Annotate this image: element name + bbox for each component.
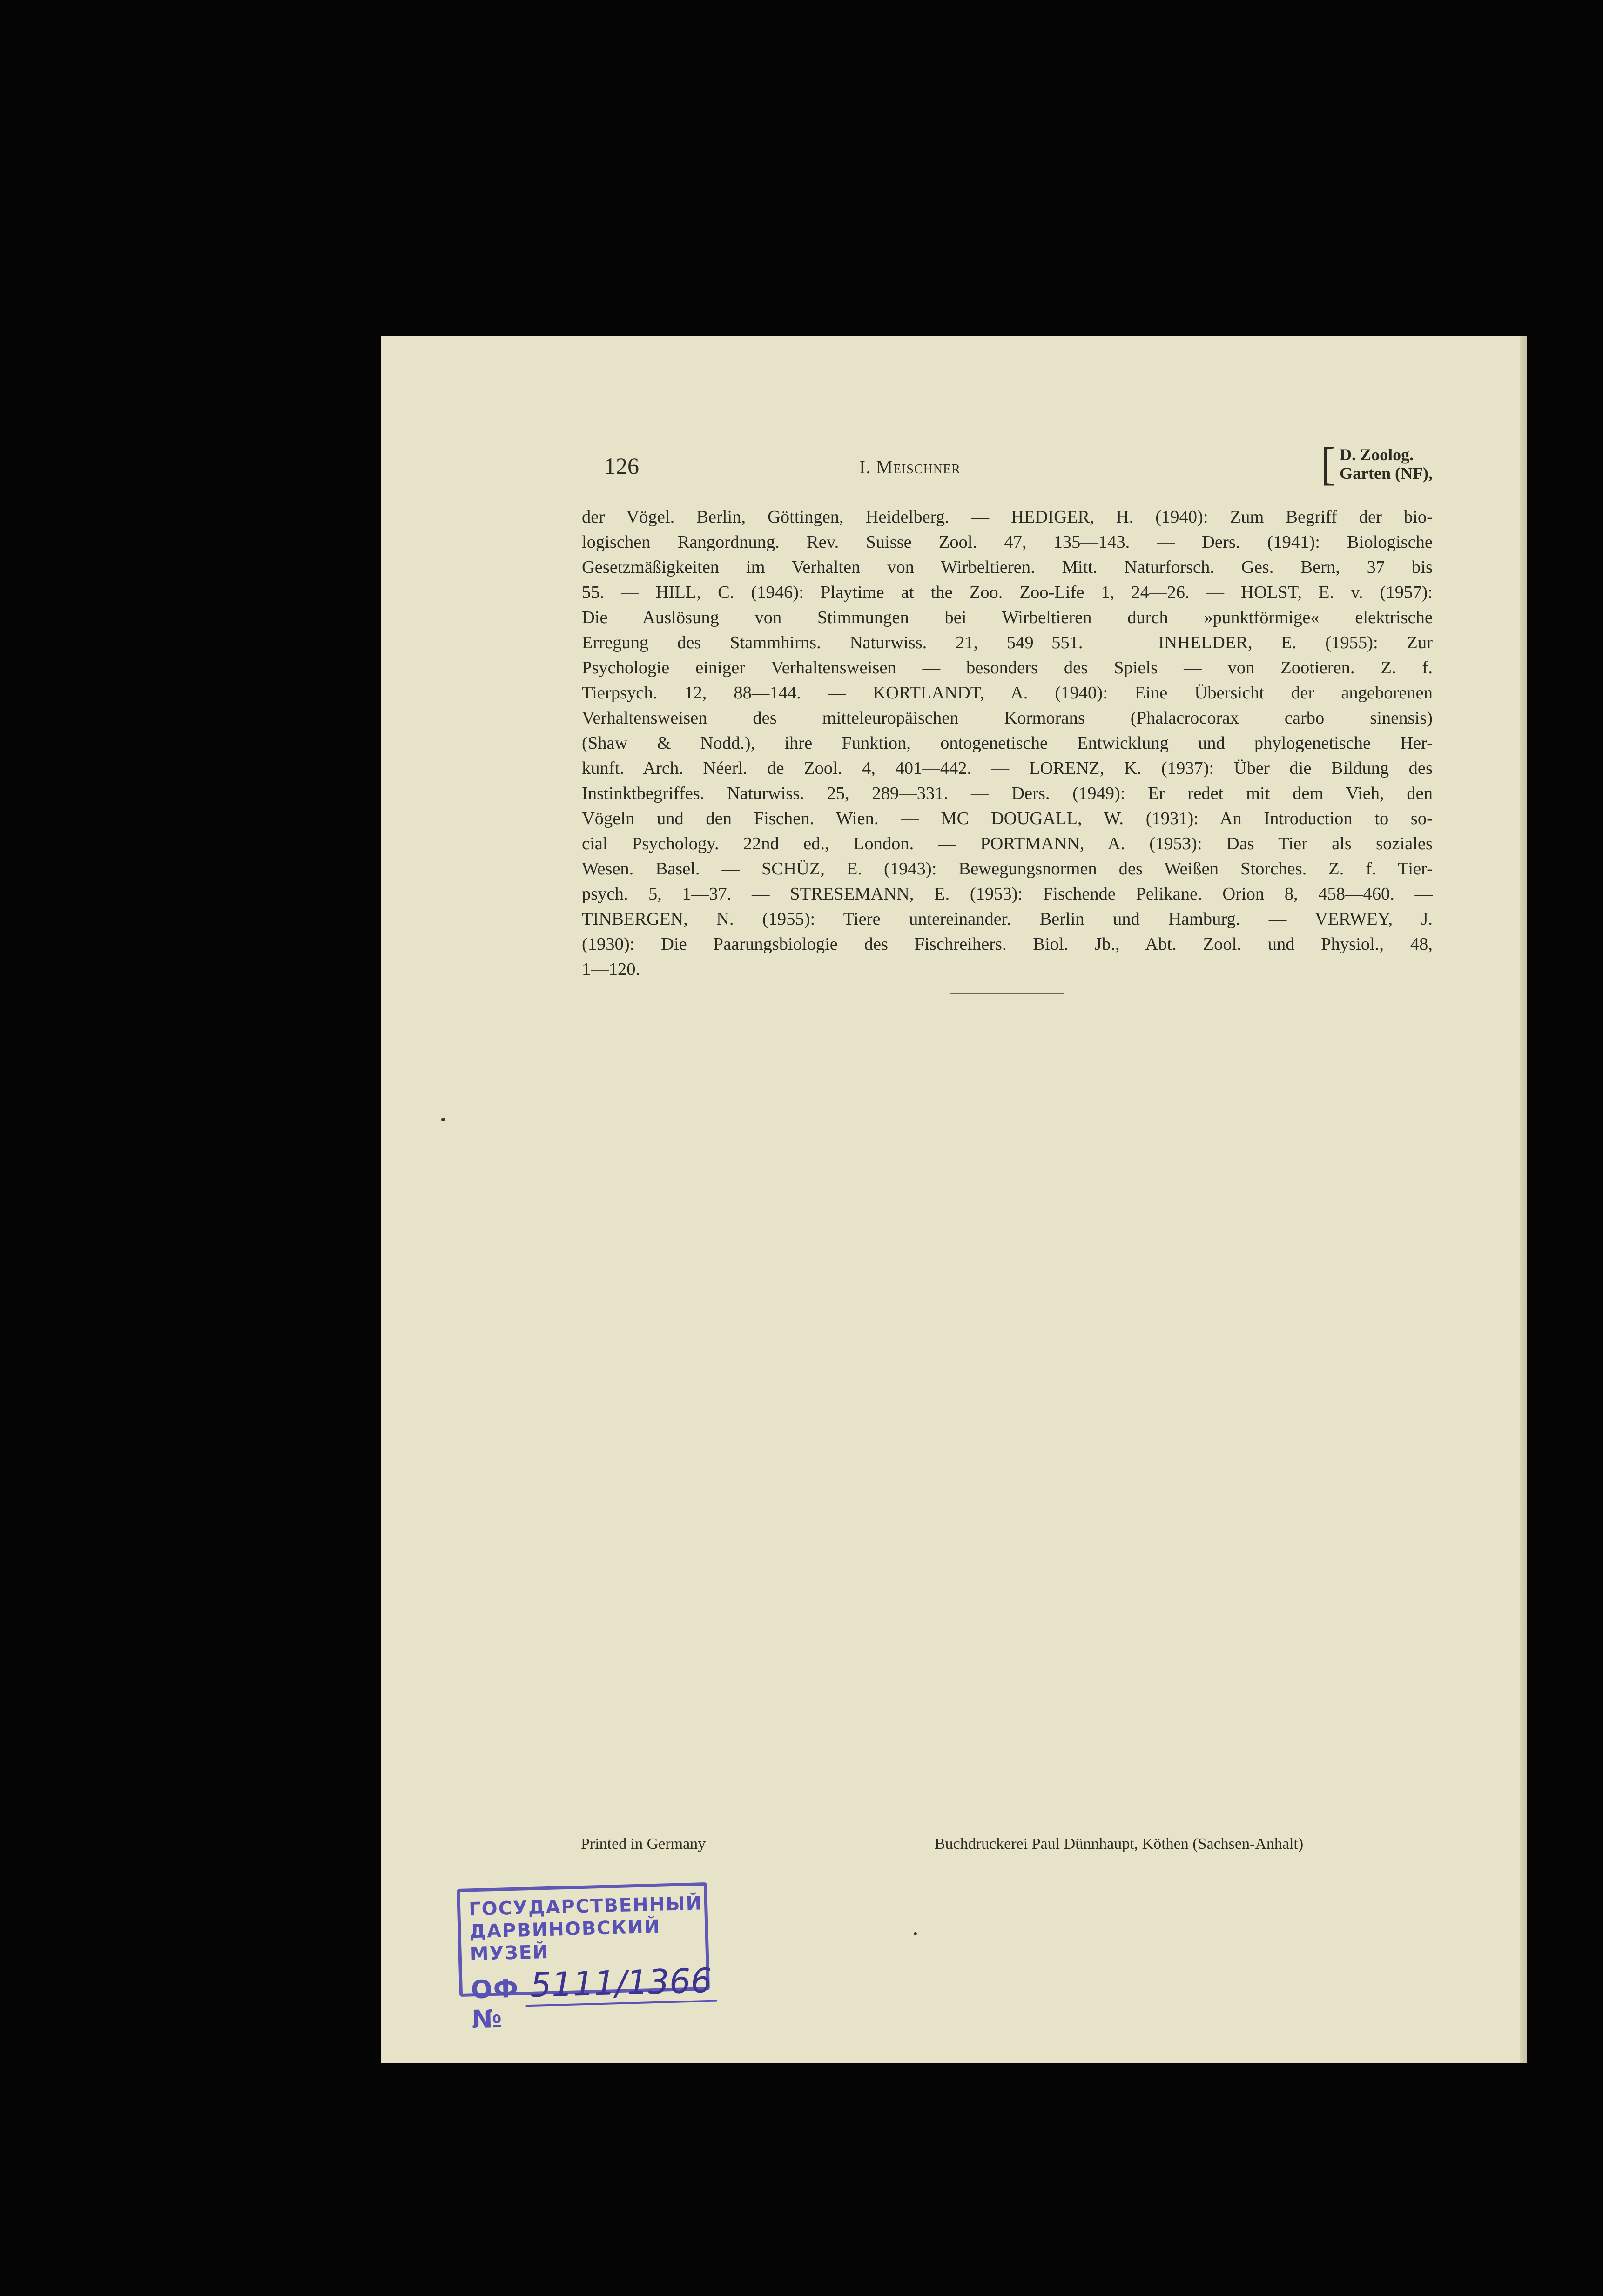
running-head-author: I. Meischner: [859, 457, 961, 477]
reference-line: Psychologie einiger Verhaltensweisen — besonders des Spiels — von Zootieren. Z. f.: [582, 658, 1433, 678]
reference-line: der Vögel. Berlin, Göttingen, Heidelberg. — HEDIGER, H. (1940): Zum Begriff der bio-: [582, 507, 1433, 527]
stamp-line-2: ДАРВИНОВСКИЙ МУЗЕЙ: [469, 1916, 661, 1965]
page-edge: [1520, 336, 1527, 2063]
reference-line: (1930): Die Paarungsbiologie des Fischreihers. Biol. Jb., Abt. Zool. und Physiol., 48,: [582, 934, 1433, 954]
reference-line: TINBERGEN, N. (1955): Tiere untereinander. Berlin und Hamburg. — VERWEY, J.: [582, 909, 1433, 929]
journal-line-2: Garten (NF),: [1340, 464, 1433, 483]
reference-line: Instinktbegriffes. Naturwiss. 25, 289—331. — Ders. (1949): Er redet mit dem Vieh, den: [582, 784, 1433, 803]
reference-line: Erregung des Stammhirns. Naturwiss. 21, 549—551. — INHELDER, E. (1955): Zur: [582, 633, 1433, 652]
speck-mark: [914, 1932, 917, 1935]
reference-line: Gesetzmäßigkeiten im Verhalten von Wirbeltieren. Mitt. Naturforsch. Ges. Bern, 37 bis: [582, 557, 1433, 577]
reference-line: Die Auslösung von Stimmungen bei Wirbeltieren durch »punktförmige« elektrische: [582, 608, 1433, 627]
section-divider: [950, 993, 1064, 994]
reference-line: kunft. Arch. Néerl. de Zool. 4, 401—442. — LORENZ, K. (1937): Über die Bildung des: [582, 759, 1433, 778]
reference-line: Wesen. Basel. — SCHÜZ, E. (1943): Bewegungsnormen des Weißen Storches. Z. f. Tier-: [582, 859, 1433, 879]
reference-line: (Shaw & Nodd.), ihre Funktion, ontogenetische Entwicklung und phylogenetische Her-: [582, 733, 1433, 753]
reference-line: 55. — HILL, C. (1946): Playtime at the Zoo. Zoo-Life 1, 24—26. — HOLST, E. v. (1957):: [582, 583, 1433, 602]
document-page: [381, 336, 1527, 2063]
stamp-handwritten-number: 5111/1366: [525, 1961, 717, 2007]
page-number: 126: [604, 453, 639, 479]
reference-line: logischen Rangordnung. Rev. Suisse Zool. 47, 135—143. — Ders. (1941): Biologische: [582, 532, 1433, 552]
reference-line: Vögeln und den Fischen. Wien. — MC DOUGALL, W. (1931): An Introduction to so-: [582, 809, 1433, 828]
reference-line: 1—120.: [582, 960, 640, 979]
stamp-line-1: ГОСУДАРСТВЕННЫЙ: [468, 1893, 703, 1920]
references-text: [582, 504, 1433, 982]
museum-stamp: [457, 1882, 713, 2034]
footer-printer: Buchdruckerei Paul Dünnhaupt, Köthen (Sachsen-Anhalt): [935, 1835, 1304, 1853]
footer-printed-in: Printed in Germany: [581, 1835, 706, 1853]
page-header: [604, 438, 1433, 499]
reference-line: Tierpsych. 12, 88—144. — KORTLANDT, A. (1940): Eine Übersicht der angeborenen: [582, 683, 1433, 703]
journal-reference: [1320, 438, 1433, 490]
speck-mark: [441, 1118, 445, 1121]
reference-line: cial Psychology. 22nd ed., London. — PORTMANN, A. (1953): Das Tier als soziales: [582, 834, 1433, 853]
reference-line: psych. 5, 1—37. — STRESEMANN, E. (1953): Fischende Pelikane. Orion 8, 458—460. —: [582, 884, 1433, 904]
show-through-texture: [582, 1006, 1433, 1853]
bracket-glyph: [: [1320, 438, 1336, 490]
reference-line: Verhaltensweisen des mitteleuropäischen Kormorans (Phalacrocorax carbo sinensis): [582, 708, 1433, 728]
stamp-prefix: ОФ №: [470, 1974, 519, 2034]
journal-line-1: D. Zoolog.: [1340, 445, 1414, 464]
